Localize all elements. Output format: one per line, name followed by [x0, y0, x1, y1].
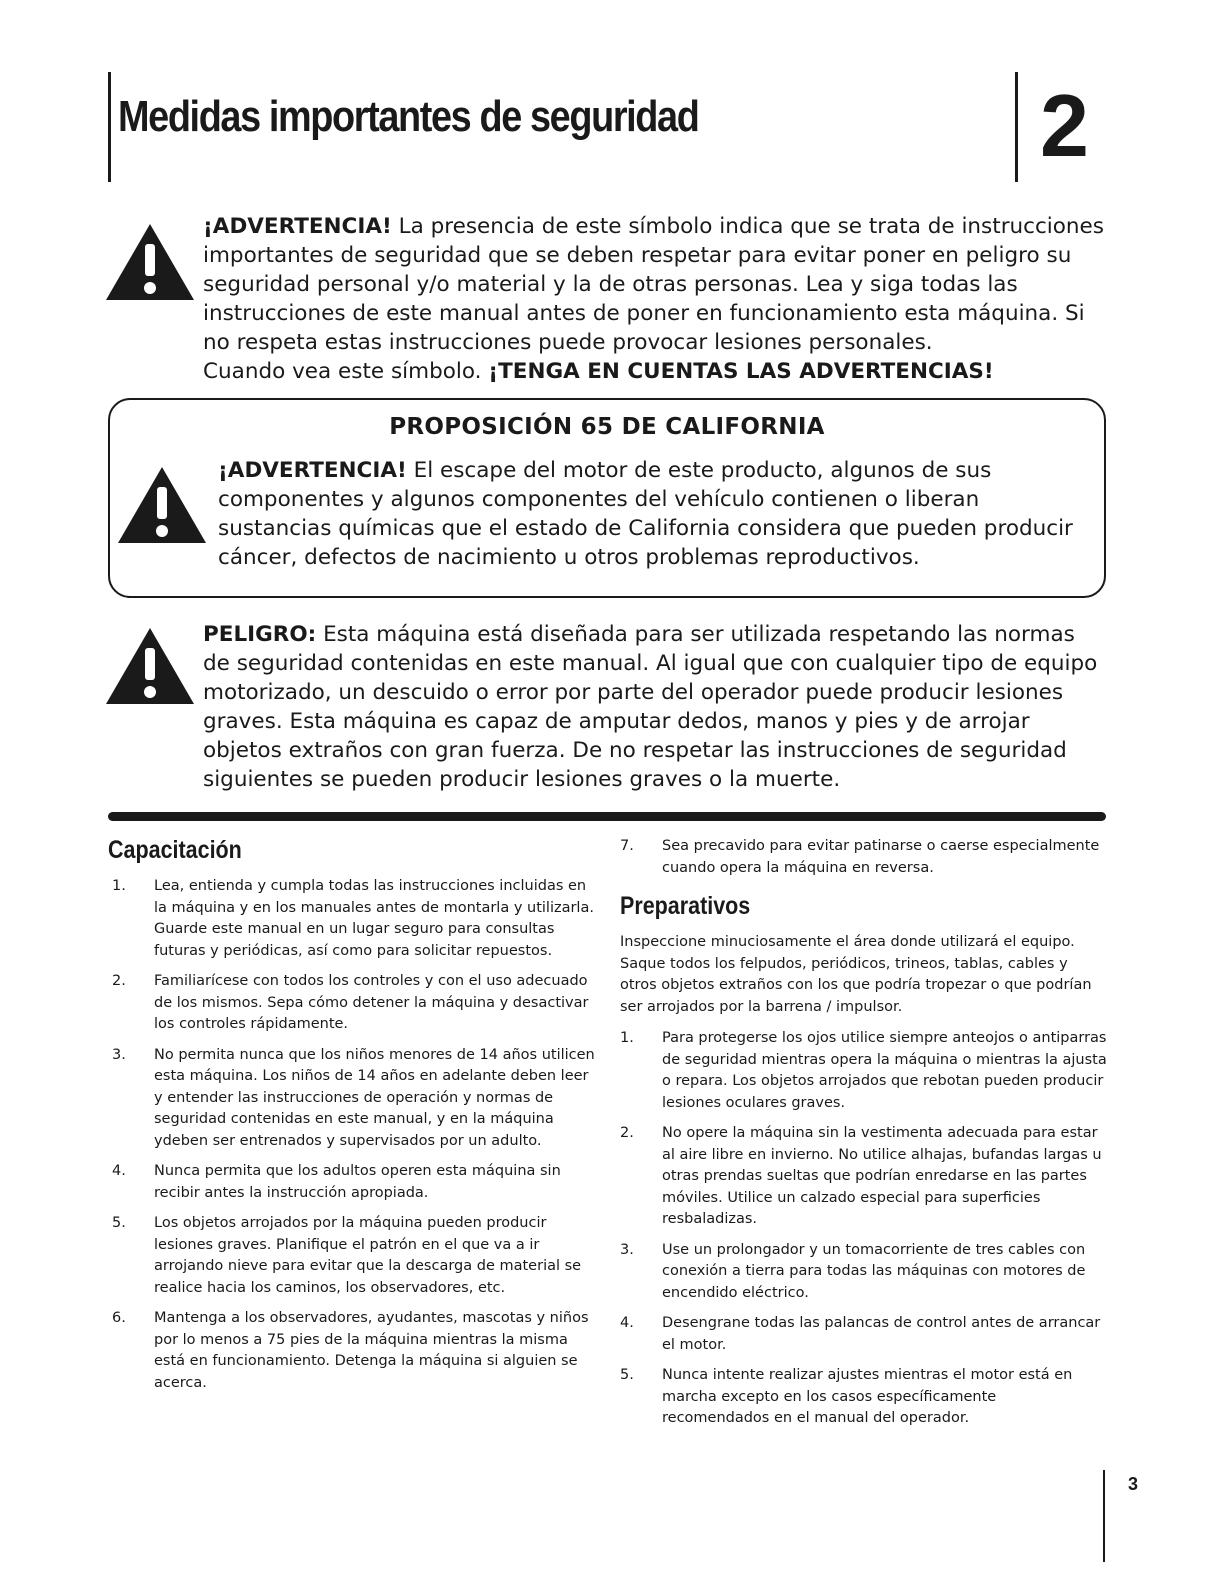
- page-number-rule: [1103, 1470, 1105, 1562]
- page-number: 3: [1128, 1474, 1139, 1494]
- list-item-text: Use un prolongador y un tomacorriente de tres cables con conexión a tierra para todas las máquinas con motores de encendido eléctrico.: [662, 1241, 1086, 1301]
- list-item: [112, 1213, 596, 1299]
- preparativos-list: [620, 1028, 1108, 1430]
- warning-triangle-icon: [104, 222, 196, 302]
- list-item-text: Mantenga a los observadores, ayudantes, mascotas y niños por lo menos a 75 pies de la máquina mientras la misma está en funcionamiento. Detenga la máquina si alguien se acerca.: [154, 1310, 589, 1391]
- section-divider: [108, 812, 1106, 821]
- chapter-number: 2: [1040, 76, 1089, 175]
- list-item-number: 3.: [620, 1241, 634, 1258]
- list-item-text: Los objetos arrojados por la máquina pueden producir lesiones graves. Planifique el patrón en el que va a ir arrojando nieve para evitar que la descarga de material se realice hacia los caminos, los observadores, etc.: [154, 1215, 582, 1296]
- list-item-number: 7.: [620, 838, 634, 854]
- capacitacion-list-container: [112, 876, 596, 1403]
- capacitacion-list-continued: [620, 836, 1108, 879]
- list-item: [620, 1240, 1108, 1305]
- list-item-number: 5.: [620, 1367, 634, 1383]
- warning-label: ¡ADVERTENCIA!: [203, 214, 392, 239]
- prop65-title: PROPOSICIÓN 65 DE CALIFORNIA: [389, 414, 825, 440]
- header-left-rule: [108, 72, 111, 182]
- list-item: [620, 1313, 1108, 1356]
- list-item-number: 5.: [112, 1215, 126, 1231]
- danger-body: Esta máquina está diseñada para ser utilizada respetando las normas de seguridad contenidas en este manual. Al igual que con cualquier tipo de equipo motorizado, un descuido o error por parte del operador puede producir lesiones graves. Esta máquina es capaz de amputar dedos, manos y pies y de arrojar objetos extraños con gran fuerza. De no respetar las instrucciones de seguridad siguientes se pueden producir lesiones graves o la muerte.: [203, 622, 1098, 792]
- prop65-label: ¡ADVERTENCIA!: [218, 458, 407, 483]
- list-item-text: No permita nunca que los niños menores de 14 años utilicen esta máquina. Los niños de 14 años en adelante deben leer y entender las instrucciones de operación y normas de seguridad contenidas en este manual, y en la máquina ydeben ser entrenados y supervisados por un adulto.: [154, 1046, 595, 1149]
- danger-label: PELIGRO:: [203, 622, 317, 647]
- warning-line2-prefix: Cuando vea este símbolo.: [203, 359, 489, 384]
- list-item-text: Lea, entienda y cumpla todas las instrucciones incluidas en la máquina y en los manuales antes de montarla y utilizarla. Guarde este manual en un lugar seguro para consultas futuras y periódicas, así como para solicitar repuestos.: [154, 878, 594, 959]
- right-column: [620, 836, 1108, 888]
- list-item-number: 3.: [112, 1046, 126, 1063]
- list-item: [620, 1123, 1108, 1231]
- list-item: [112, 876, 596, 962]
- list-item: [620, 1365, 1108, 1430]
- capacitacion-list: [112, 876, 596, 1394]
- list-item-number: 1.: [112, 878, 126, 894]
- prop65-warning-text: [218, 456, 1094, 572]
- list-item-text: Desengrane todas las palancas de control antes de arrancar el motor.: [662, 1315, 1101, 1353]
- list-item-number: 4.: [620, 1315, 634, 1331]
- list-item-number: 6.: [112, 1310, 126, 1326]
- general-warning-text: [203, 212, 1108, 386]
- list-item-text: Nunca intente realizar ajustes mientras el motor está en marcha excepto en los casos específicamente recomendados en el manual del operador.: [662, 1367, 1073, 1426]
- list-item-number: 1.: [620, 1030, 634, 1046]
- prop65-body: El escape del motor de este producto, algunos de sus componentes y algunos componentes del vehículo contienen o liberan sustancias químicas que el estado de California considera que pueden producir cáncer, defectos de nacimiento u otros problemas reproductivos.: [218, 458, 1073, 570]
- header-right-rule: [1015, 72, 1018, 182]
- list-item: [112, 1045, 596, 1153]
- page-title: Medidas importantes de seguridad: [118, 92, 699, 141]
- preparativos-intro: Inspeccione minuciosamente el área donde utilizará el equipo. Saque todos los felpudos, periódicos, trineos, tablas, cables y otros objetos extraños con los que podría tropezar o que podrían ser arrojados por la barrena / impulsor.: [620, 934, 1092, 1015]
- list-item: [620, 1028, 1108, 1114]
- list-item-text: Sea precavido para evitar patinarse o caerse especialmente cuando opera la máquina en reversa.: [662, 838, 1100, 876]
- list-item-number: 4.: [112, 1163, 126, 1179]
- preparativos-heading: Preparativos: [620, 892, 751, 920]
- list-item-number: 2.: [620, 1125, 634, 1141]
- list-item: [112, 1308, 596, 1394]
- warning-triangle-icon: [116, 465, 208, 545]
- preparativos-container: [620, 932, 1108, 1439]
- danger-text: [203, 620, 1108, 794]
- capacitacion-heading: Capacitación: [108, 836, 242, 864]
- list-item: [112, 971, 596, 1036]
- danger-triangle-icon: [104, 626, 196, 706]
- warning-line2-bold: ¡TENGA EN CUENTAS LAS ADVERTENCIAS!: [488, 359, 994, 384]
- list-item-text: Nunca permita que los adultos operen esta máquina sin recibir antes la instrucción apropiada.: [154, 1163, 561, 1201]
- list-item-text: Para protegerse los ojos utilice siempre anteojos o antiparras de seguridad mientras opera la máquina o mientras la ajusta o repara. Los objetos arrojados que rebotan pueden producir lesiones oculares graves.: [662, 1030, 1107, 1111]
- list-item-text: Familiarícese con todos los controles y con el uso adecuado de los mismos. Sepa cómo detener la máquina y desactivar los controles rápidamente.: [154, 973, 589, 1032]
- warning-body: La presencia de este símbolo indica que se trata de instrucciones importantes de seguridad que se deben respetar para evitar poner en peligro su seguridad personal y/o material y la de otras personas. Lea y siga todas las instrucciones de este manual antes de poner en funcionamiento esta máquina. Si no respeta estas instrucciones puede provocar lesiones personales.: [203, 214, 1104, 355]
- list-item: [620, 836, 1108, 879]
- list-item: [112, 1161, 596, 1204]
- list-item-number: 2.: [112, 973, 126, 989]
- list-item-text: No opere la máquina sin la vestimenta adecuada para estar al aire libre en invierno. No utilice alhajas, bufandas largas u otras prendas sueltas que podrían enredarse en las partes móviles. Utilice un calzado especial para superficies resbaladizas.: [662, 1125, 1102, 1227]
